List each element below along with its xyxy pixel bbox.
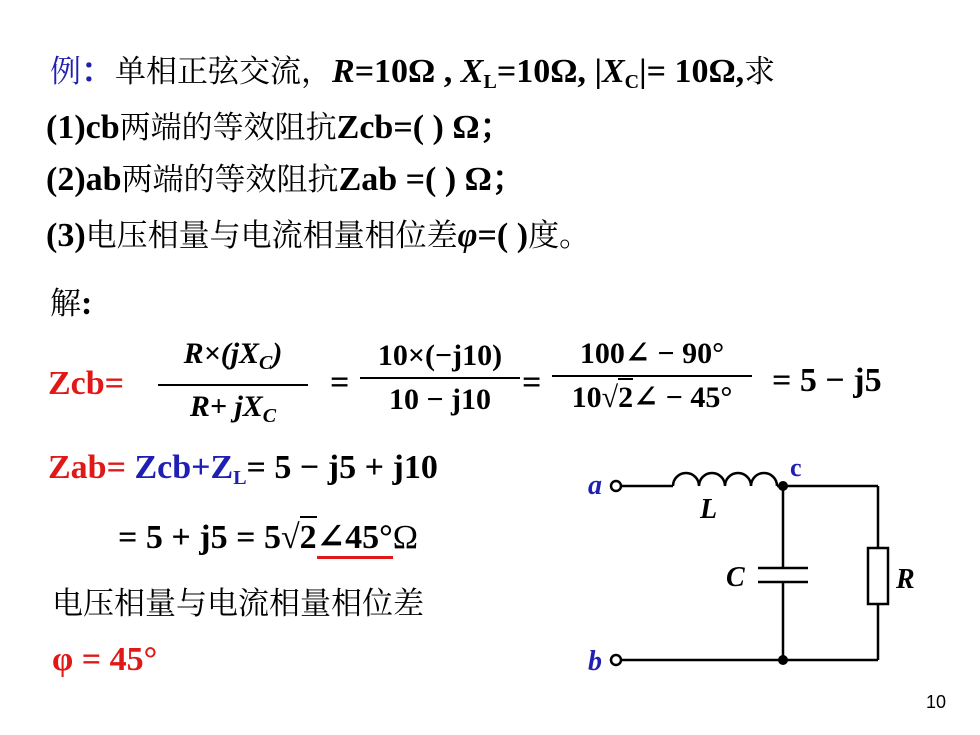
xc-symbol: X xyxy=(601,53,625,90)
line2-angle: ∠45° xyxy=(317,519,393,559)
xc-subscript: C xyxy=(624,71,640,93)
phi-result: φ = 45° xyxy=(52,641,158,678)
question-2 xyxy=(46,160,526,200)
phase-text: 电压相量与电流相量相位差 xyxy=(52,586,424,622)
terminal-b-node xyxy=(611,655,621,665)
xc-value: |= 10Ω, xyxy=(639,53,745,90)
label-a: a xyxy=(588,470,602,501)
fraction-2-denominator: 10 − j10 xyxy=(388,383,492,416)
xc-open: | xyxy=(594,53,602,90)
q3-end: =( ) xyxy=(477,217,529,254)
fraction-2 xyxy=(360,338,520,418)
label-c-capacitor: C xyxy=(726,562,745,593)
inductor-symbol xyxy=(673,473,777,486)
line1-text: 单相正弦交流， xyxy=(115,54,332,90)
q2-end: Zab =( ) Ω； xyxy=(338,161,526,198)
equals-2: = xyxy=(522,364,542,401)
fraction-3-bar xyxy=(552,375,752,377)
problem-line-1 xyxy=(50,52,775,102)
page-number: 10 xyxy=(926,692,947,712)
circuit-diagram xyxy=(568,456,928,686)
label-c: c xyxy=(790,456,802,482)
fraction-2-bar xyxy=(360,377,520,379)
xl-symbol: X xyxy=(460,53,484,90)
resistor-symbol xyxy=(868,548,888,604)
r-value: =10Ω , xyxy=(354,53,453,90)
xl-value: =10Ω, xyxy=(496,53,586,90)
line2-root: 2 xyxy=(300,516,317,556)
phase-line xyxy=(52,584,424,624)
fraction-3-denominator: 10√2∠ − 45° xyxy=(552,380,752,416)
solution-label: 解 xyxy=(50,286,81,322)
zab-subscript: L xyxy=(233,467,247,489)
zab-label: Zab= xyxy=(48,449,126,486)
question-3 xyxy=(46,216,590,256)
solution-title xyxy=(50,284,92,324)
fraction-1-bar xyxy=(158,384,308,386)
zab-line-2: = 5 + j5 = 5√2∠45°Ω xyxy=(118,518,418,558)
fraction-1-numerator: $R\times(jX_C)$ xyxy=(183,337,283,374)
label-b: b xyxy=(588,646,602,677)
xl-subscript: L xyxy=(483,71,497,93)
example-label: 例 xyxy=(50,54,81,90)
fraction-2-numerator: 10×(−j10) xyxy=(377,339,503,372)
terminal-a-node xyxy=(611,481,621,491)
zab-expression: Zcb+Z xyxy=(134,449,234,486)
q2-text: 两端的等效阻抗 xyxy=(121,162,339,198)
fraction-1-denominator: $R+ jX_C$ xyxy=(189,390,277,427)
fraction-1 xyxy=(158,336,308,434)
question-1 xyxy=(46,108,514,148)
q3-unit: 度。 xyxy=(528,218,591,254)
zab-line xyxy=(48,448,438,498)
line2-prefix: = 5 + j5 = 5 xyxy=(118,519,281,556)
zab-result: = 5 − j5 + j10 xyxy=(246,449,438,486)
q3-text: 电压相量与电流相量相位差 xyxy=(85,218,458,254)
q1-text: 两端的等效阻抗 xyxy=(119,110,337,146)
example-colon: ： xyxy=(81,53,115,90)
zcb-label: Zcb= xyxy=(48,365,125,402)
q1-end: Zcb=( ) Ω； xyxy=(336,109,514,146)
label-l: L xyxy=(700,494,718,525)
zcb-result: = 5 − j5 xyxy=(772,362,882,399)
label-r: R xyxy=(896,564,915,595)
junction-bottom xyxy=(778,655,788,665)
line2-unit: Ω xyxy=(392,519,418,556)
fraction-3 xyxy=(552,336,752,416)
r-symbol: R xyxy=(332,53,355,90)
equals-1: = xyxy=(330,364,350,401)
q2-number: (2)ab xyxy=(46,161,122,198)
q3-number: (3) xyxy=(46,217,86,254)
fraction-3-numerator: 100∠ − 90° xyxy=(579,337,725,370)
line1-end: 求 xyxy=(744,54,776,90)
junction-c xyxy=(778,481,788,491)
q1-number: (1)cb xyxy=(46,109,120,146)
solution-colon: : xyxy=(81,285,93,322)
q3-phi: φ xyxy=(457,217,478,254)
